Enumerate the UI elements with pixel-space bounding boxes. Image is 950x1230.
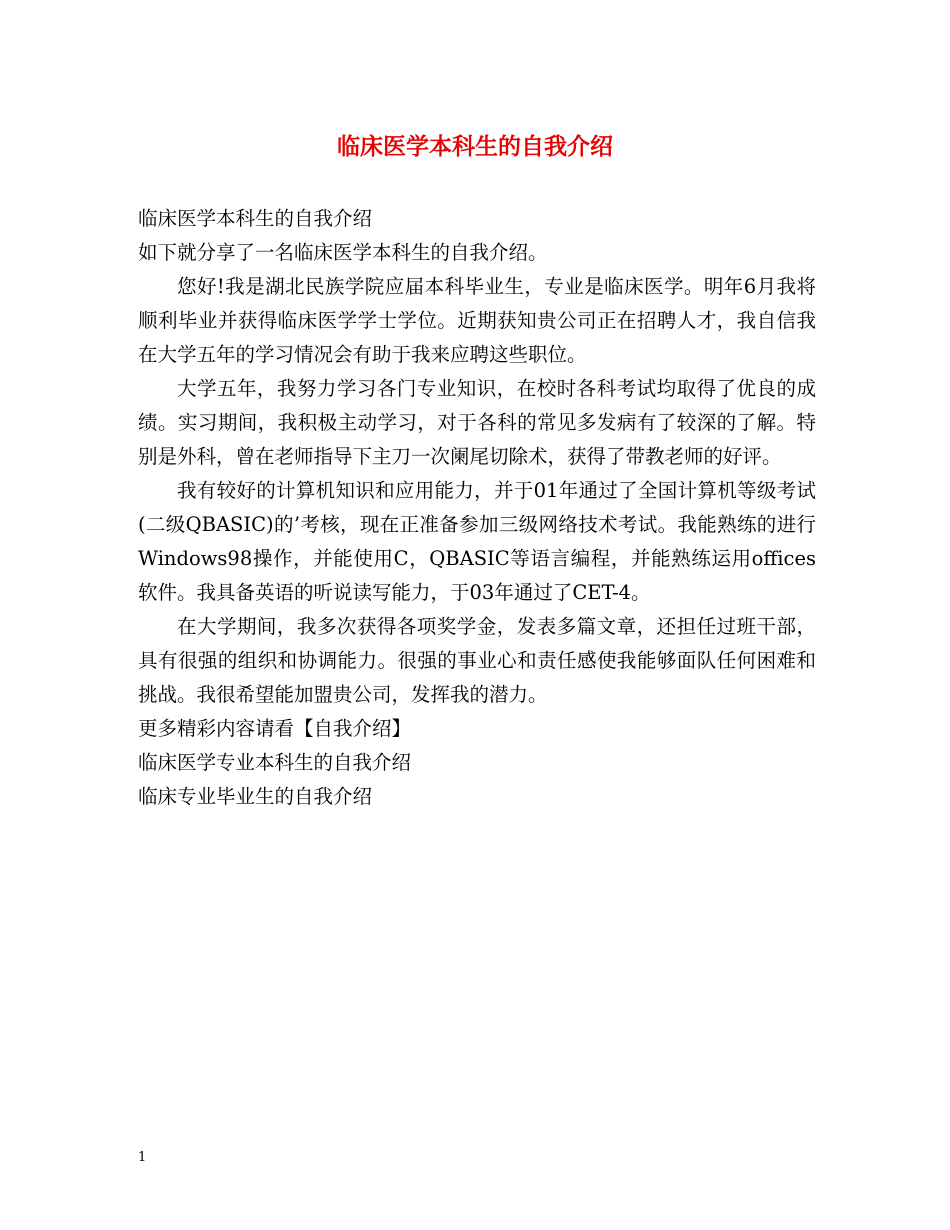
- document-body: [138, 202, 816, 814]
- related-link-more[interactable]: 更多精彩内容请看【自我介绍】: [138, 717, 412, 740]
- paragraph-intro: 如下就分享了一名临床医学本科生的自我介绍。: [138, 241, 548, 264]
- paragraph-heading: 临床医学本科生的自我介绍: [138, 207, 373, 230]
- document-title: 临床医学本科生的自我介绍: [337, 133, 613, 160]
- page-number: 1: [138, 1150, 147, 1165]
- paragraph-study: 大学五年，我努力学习各门专业知识，在校时各科考试均取得了优良的成绩。实习期间，我积极主动学习，对于各科的常见多发病有了较深的了解。特别是外科，曾在老师指导下主刀一次阑尾切除术，获得了带教老师的好评。: [138, 377, 816, 468]
- paragraph-activities: 在大学期间，我多次获得各项奖学金，发表多篇文章，还担任过班干部，具有很强的组织和协调能力。很强的事业心和责任感使我能够面队任何困难和挑战。我很希望能加盟贵公司，发挥我的潜力。: [138, 615, 816, 706]
- related-link-medical-major[interactable]: 临床医学专业本科生的自我介绍: [138, 751, 412, 774]
- paragraph-greeting: 您好!我是湖北民族学院应届本科毕业生，专业是临床医学。明年6月我将顺利毕业并获得临床医学学士学位。近期获知贵公司正在招聘人才，我自信我在大学五年的学习情况会有助于我来应聘这些职位。: [138, 275, 816, 366]
- paragraph-skills: 我有较好的计算机知识和应用能力，并于01年通过了全国计算机等级考试(二级QBASIC)的’考核，现在正准备参加三级网络技术考试。我能熟练的进行Windows98操作，并能使用C，QBASIC等语言编程，并能熟练运用offices软件。我具备英语的听说读写能力，于03年通过了CET-4。: [138, 479, 816, 604]
- related-link-clinical-graduate[interactable]: 临床专业毕业生的自我介绍: [138, 785, 373, 808]
